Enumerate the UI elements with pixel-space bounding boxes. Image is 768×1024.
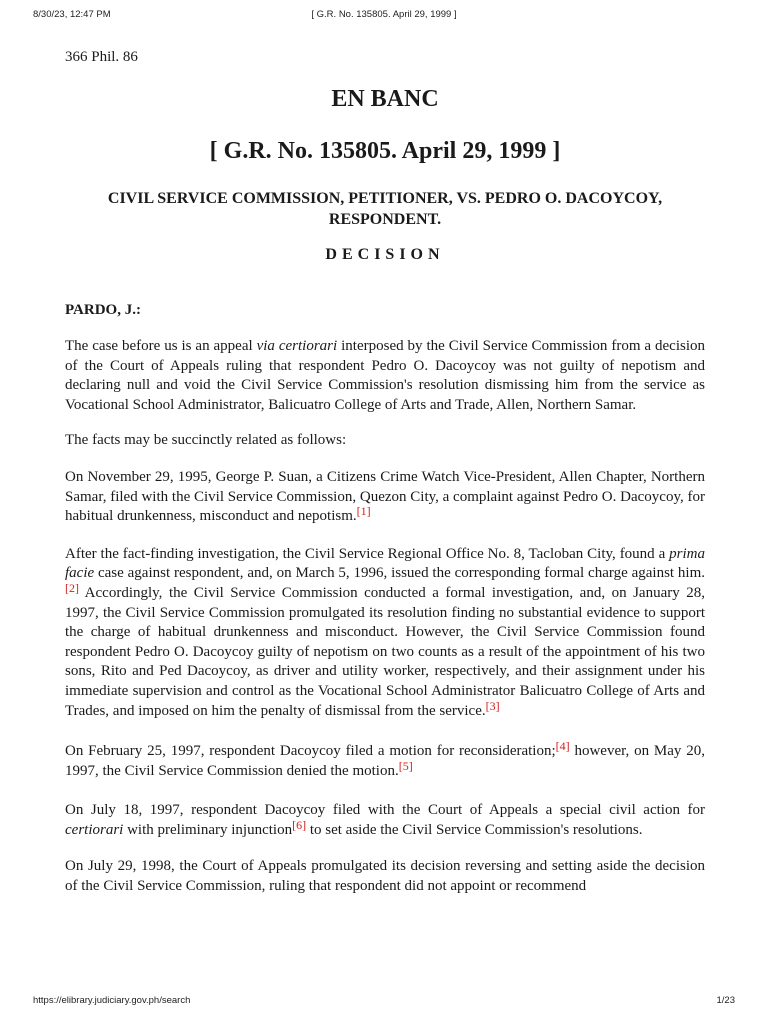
paragraph-text: On February 25, 1997, respondent Dacoycoy filed a motion for reconsideration;	[65, 743, 556, 760]
paragraph-7	[65, 857, 705, 896]
decision-heading: DECISION	[325, 246, 445, 263]
case-number: [ G.R. No. 135805. April 29, 1999 ]	[209, 138, 561, 164]
paragraph-text: Accordingly, the Civil Service Commission conducted a formal investigation, and, on January 28, 1997, the Civil Service Commission promulgated its resolution finding no substantial evidence to support the charge of habitual drunkenness and misconduct. However, the Civil Service Commission found respondent Pedro O. Dacoycoy guilty of nepotism on two counts as a result of the appointment of his two sons, Rito and Ped Dacoycoy, as driver and utility worker, respectively, and their assignment under his immediate supervision and control as the Vocational School Administrator Balicuatro College of Arts and Trades, and imposed on him the penalty of dismissal from the service.	[65, 584, 705, 719]
footnote-link-2[interactable]: [2]	[65, 580, 79, 595]
decision-document	[65, 47, 705, 897]
paragraph-text: On July 18, 1997, respondent Dacoycoy filed with the Court of Appeals a special civil action for	[65, 802, 705, 819]
paragraph-2	[65, 431, 705, 451]
case-parties: CIVIL SERVICE COMMISSION, PETITIONER, VS. PEDRO O. DACOYCOY, RESPONDENT.	[107, 190, 663, 228]
print-footer	[0, 995, 768, 1009]
footnote-link-5[interactable]: [5]	[398, 758, 413, 773]
court-division: EN BANC	[331, 86, 439, 112]
paragraph-text: with preliminary injunction	[123, 821, 293, 838]
print-timestamp: 8/30/23, 12:47 PM	[33, 9, 111, 20]
paragraph-3	[65, 468, 705, 527]
paragraph-text: interposed by the Civil Service Commission from a decision of the Court of Appeals ruling that respondent Pedro O. Dacoycoy was not guilty of nepotism and declaring null and void the Civil Service Commission's resolution dismissing him from the service as Vocational School Administrator, Balicuatro College of Arts and Trade, Allen, Northern Samar.	[65, 338, 706, 413]
italic-term: prima facie	[65, 545, 705, 582]
print-header	[0, 9, 768, 23]
paragraph-4	[65, 545, 705, 721]
paragraph-text: The facts may be succinctly related as follows:	[65, 432, 347, 449]
italic-term: certiorari	[65, 821, 124, 838]
print-url: https://elibrary.judiciary.gov.ph/search	[33, 995, 191, 1006]
paragraph-text: On July 29, 1998, the Court of Appeals promulgated its decision reversing and setting aside the decision of the Civil Service Commission, ruling that respondent did not appoint or recommend	[65, 858, 705, 895]
paragraph-1	[65, 337, 705, 415]
paragraph-text: The case before us is an appeal	[65, 338, 257, 354]
paragraph-text: case against respondent, and, on March 5, 1996, issued the corresponding formal charge against him.	[94, 565, 705, 582]
paragraph-text: however, on May 20, 1997, the Civil Service Commission denied the motion.	[65, 743, 705, 779]
footnote-link-6[interactable]: [6]	[292, 817, 307, 832]
paragraph-text: After the fact-finding investigation, the Civil Service Regional Office No. 8, Tacloban City, found a	[65, 545, 670, 562]
print-title: [ G.R. No. 135805. April 29, 1999 ]	[311, 9, 457, 20]
page-number: 1/23	[716, 995, 735, 1006]
footnote-link-4[interactable]: [4]	[555, 739, 570, 754]
italic-term: via certiorari	[256, 338, 338, 354]
citation: 366 Phil. 86	[65, 49, 138, 65]
footnote-link-1[interactable]: [1]	[356, 504, 371, 519]
paragraph-5	[65, 739, 705, 781]
paragraph-text: On November 29, 1995, George P. Suan, a Citizens Crime Watch Vice-President, Allen Chapter, Northern Samar, filed with the Civil Service Commission, Quezon City, a complaint against Pedro O. Dacoycoy, for habitual drunkenness, misconduct and nepotism.	[65, 468, 705, 525]
paragraph-6	[65, 801, 705, 840]
footnote-link-3[interactable]: [3]	[485, 698, 500, 713]
paragraph-text: to set aside the Civil Service Commission's resolutions.	[306, 821, 643, 838]
ponente: PARDO, J.:	[65, 302, 141, 318]
